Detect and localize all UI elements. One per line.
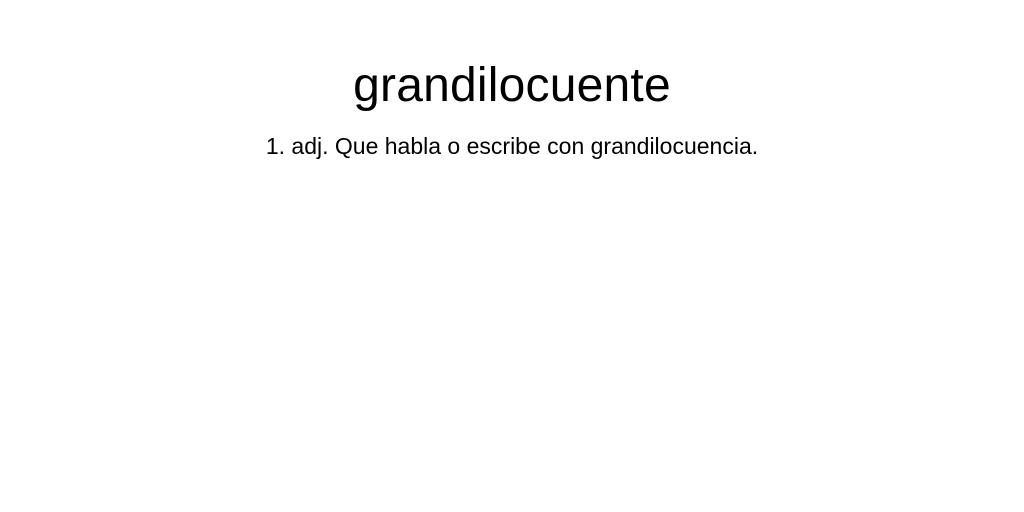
definition-text: 1. adj. Que habla o escribe con grandilocuencia. (265, 133, 759, 159)
headword: grandilocuente (353, 59, 671, 112)
